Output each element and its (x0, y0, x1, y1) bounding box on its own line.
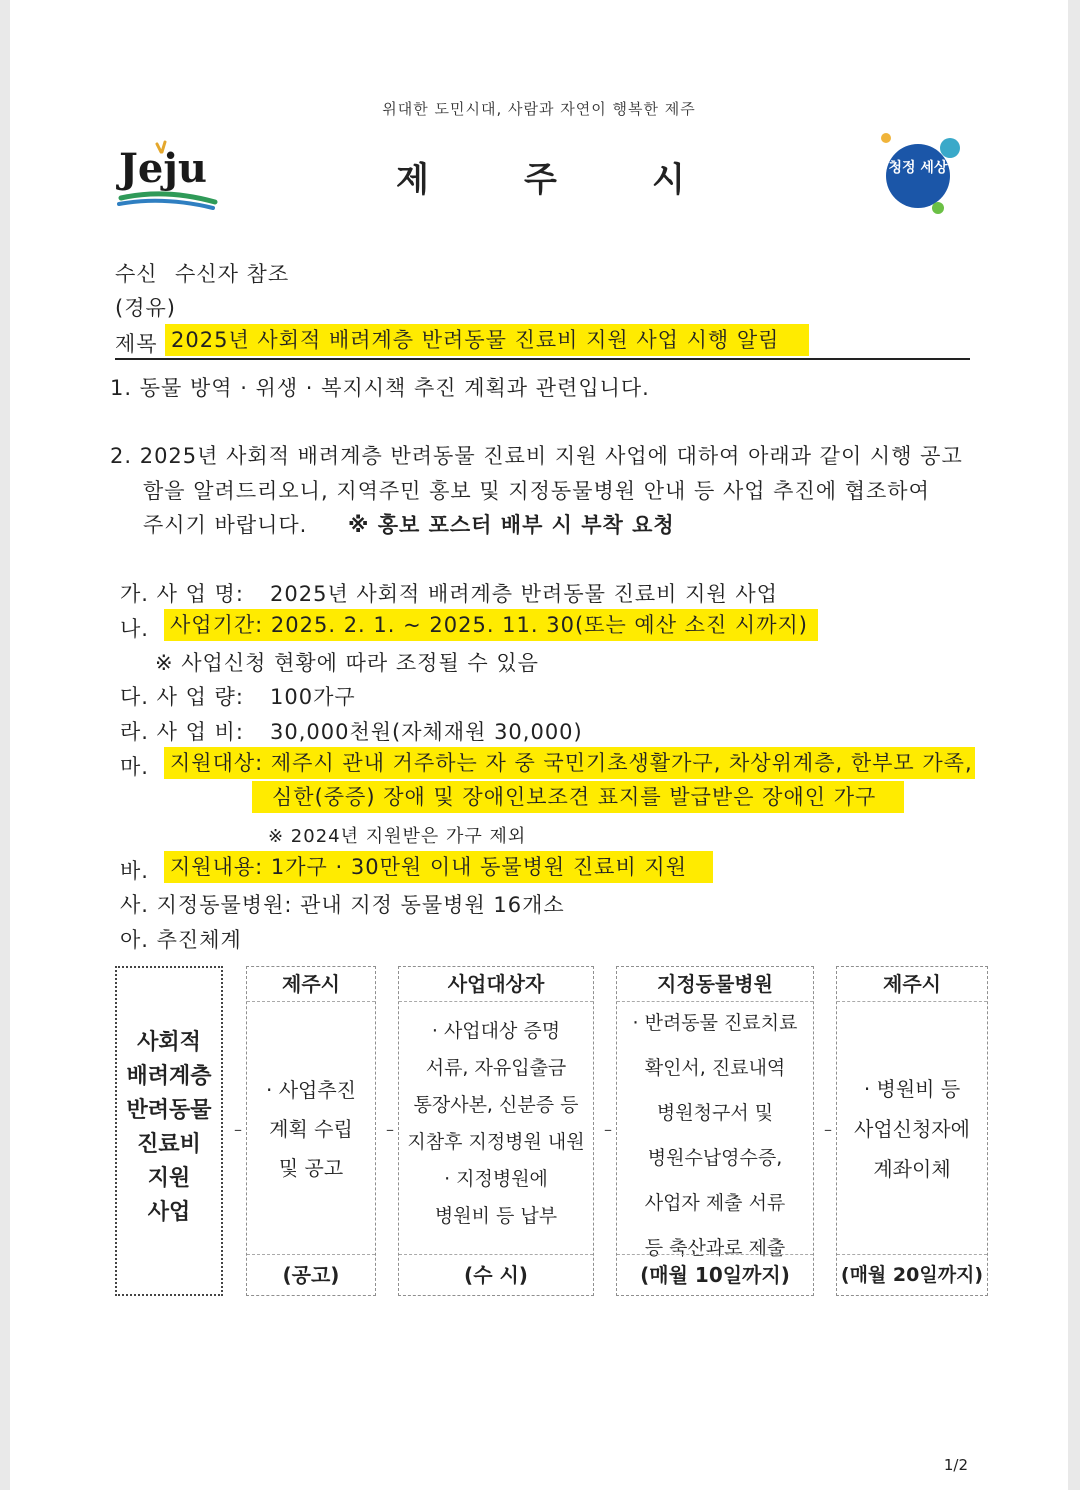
item-ma-text-1: 지원대상: 제주시 관내 거주하는 자 중 국민기초생활가구, 차상위계층, 한부모 가족, (164, 747, 975, 779)
document-page (10, 0, 1068, 1490)
flow-left-label-line: 배려계층 (126, 1064, 212, 1089)
item-ma-note: ※ 2024년 지원받은 가구 제외 (268, 826, 527, 847)
subject-text: 2025년 사회적 배려계층 반려동물 진료비 지원 사업 시행 알림 (165, 324, 809, 356)
subject-line (165, 324, 809, 354)
flow-connector: – (824, 1120, 832, 1139)
item-ba-line (164, 851, 713, 881)
item-na-note: ※ 사업신청 현황에 따라 조정될 수 있음 (155, 651, 539, 675)
flow-box-line: 통장사본, 신분증 등 (413, 1094, 579, 1116)
flow-box-applicant (398, 966, 594, 1296)
paragraph-2-line-2: 함을 알려드리오니, 지역주민 홍보 및 지정동물병원 안내 등 사업 추진에 협조하여 (143, 479, 930, 503)
item-ma-prefix: 마. (120, 755, 149, 779)
flow-box-line: 서류, 자유입출금 (425, 1057, 567, 1079)
flow-connector: – (234, 1120, 242, 1139)
item-ra-label: 라. 사 업 비: (120, 720, 244, 744)
flow-left-label (117, 1026, 221, 1230)
item-ma-text-2: 심한(중증) 장애 및 장애인보조견 표지를 발급받은 장애인 가구 (252, 781, 904, 813)
item-na-text: 사업기간: 2025. 2. 1. ~ 2025. 11. 30(또는 예산 소진 시까지) (164, 609, 818, 641)
item-ra-value: 30,000천원(자체재원 30,000) (270, 720, 583, 744)
flow-box-body (399, 1013, 593, 1235)
logo-text: Jeju (119, 145, 207, 192)
slogan: 위대한 도민시대, 사람과 자연이 행복한 제주 (382, 100, 696, 118)
flow-box-footer: (매월 10일까지) (617, 1254, 813, 1295)
title-char-2: 주 (524, 160, 559, 200)
flow-left-label-line: 사회적 (137, 1030, 201, 1055)
flow-box-line: 병원청구서 및 (656, 1102, 774, 1124)
jeju-logo (115, 138, 225, 214)
title-char-1: 제 (396, 160, 431, 200)
flow-connector: – (386, 1120, 394, 1139)
flow-box-line: 계좌이체 (873, 1157, 951, 1181)
item-ba-prefix: 바. (120, 859, 149, 883)
flow-box-line: 및 공고 (278, 1156, 344, 1180)
flow-box-line: 계획 수립 (269, 1117, 353, 1141)
recipient-label: 수신 (115, 262, 158, 286)
flow-box-designated-hospital (616, 966, 814, 1296)
flow-box-line: 지참후 지정병원 내원 (407, 1131, 585, 1153)
paragraph-1: 1. 동물 방역 · 위생 · 복지시책 추진 계획과 관련입니다. (110, 376, 650, 400)
flow-box-header: 사업대상자 (399, 967, 593, 1002)
item-da-value: 100가구 (270, 685, 356, 709)
page-number: 1/2 (943, 1456, 968, 1474)
flow-box-line: · 지정병원에 (444, 1168, 548, 1190)
item-a: 아. 추진체계 (120, 928, 242, 952)
flow-box-jeju-city-payment (836, 966, 988, 1296)
item-da-label: 다. 사 업 량: (120, 685, 244, 709)
recipient-value: 수신자 참조 (175, 262, 290, 286)
item-ma-line-1 (164, 747, 975, 777)
subject-label: 제목 (115, 332, 158, 356)
flow-left-label-line: 반려동물 (126, 1098, 212, 1123)
poster-note: ※ 홍보 포스터 배부 시 부착 요청 (348, 513, 675, 537)
title-char-3: 시 (652, 160, 687, 200)
flow-box-line: · 사업대상 증명 (431, 1020, 561, 1042)
flow-box-jeju-city (246, 966, 376, 1296)
flow-box-line: 확인서, 진료내역 (644, 1057, 786, 1079)
flow-box-footer: (매월 20일까지) (837, 1254, 987, 1295)
item-na-line (164, 609, 818, 639)
flow-box-line: 사업자 제출 서류 (644, 1192, 786, 1214)
paragraph-2-line-1: 2. 2025년 사회적 배려계층 반려동물 진료비 지원 사업에 대하여 아래과 같이 시행 공고 (110, 444, 963, 468)
item-ma-line-2 (252, 781, 904, 811)
flow-box-header: 지정동물병원 (617, 967, 813, 1002)
flow-box-line: 병원수납영수증, (647, 1147, 783, 1169)
flow-box-header: 제주시 (837, 967, 987, 1002)
flow-connector: – (604, 1120, 612, 1139)
flow-left-label-line: 지원 (147, 1166, 191, 1191)
item-ga-value: 2025년 사회적 배려계층 반려동물 진료비 지원 사업 (270, 582, 778, 606)
item-ba-text: 지원내용: 1가구 · 30만원 이내 동물병원 진료비 지원 (164, 851, 713, 883)
flow-left-label-line: 사업 (147, 1200, 191, 1225)
logo-right-text: 청정 세상 (888, 160, 948, 176)
flow-box-footer: (공고) (247, 1254, 375, 1295)
flow-box-line: · 반려동물 진료치료 (632, 1012, 798, 1034)
flow-left-label-box (115, 966, 223, 1296)
item-ga-label: 가. 사 업 명: (120, 582, 244, 606)
flow-box-line: 병원비 등 납부 (434, 1205, 558, 1227)
flow-box-header: 제주시 (247, 967, 375, 1002)
subject-rule (115, 358, 970, 360)
flow-left-label-line: 진료비 (137, 1132, 201, 1157)
flow-box-body (617, 1001, 813, 1271)
clean-world-logo (878, 130, 970, 226)
flow-box-line: · 사업추진 (266, 1078, 356, 1102)
flow-box-footer: (수 시) (399, 1254, 593, 1295)
flow-box-line: 사업신청자에 (854, 1117, 970, 1141)
flow-box-line: 등 축산과로 제출 (644, 1237, 786, 1259)
paragraph-2-line-3: 주시기 바랍니다. (143, 513, 308, 537)
item-sa: 사. 지정동물병원: 관내 지정 동물병원 16개소 (120, 893, 565, 917)
item-na-prefix: 나. (120, 617, 149, 641)
flow-box-line: · 병원비 등 (863, 1077, 961, 1101)
flow-box-body (247, 1071, 375, 1188)
via-label: (경유) (115, 296, 176, 320)
flow-box-body (837, 1069, 987, 1189)
